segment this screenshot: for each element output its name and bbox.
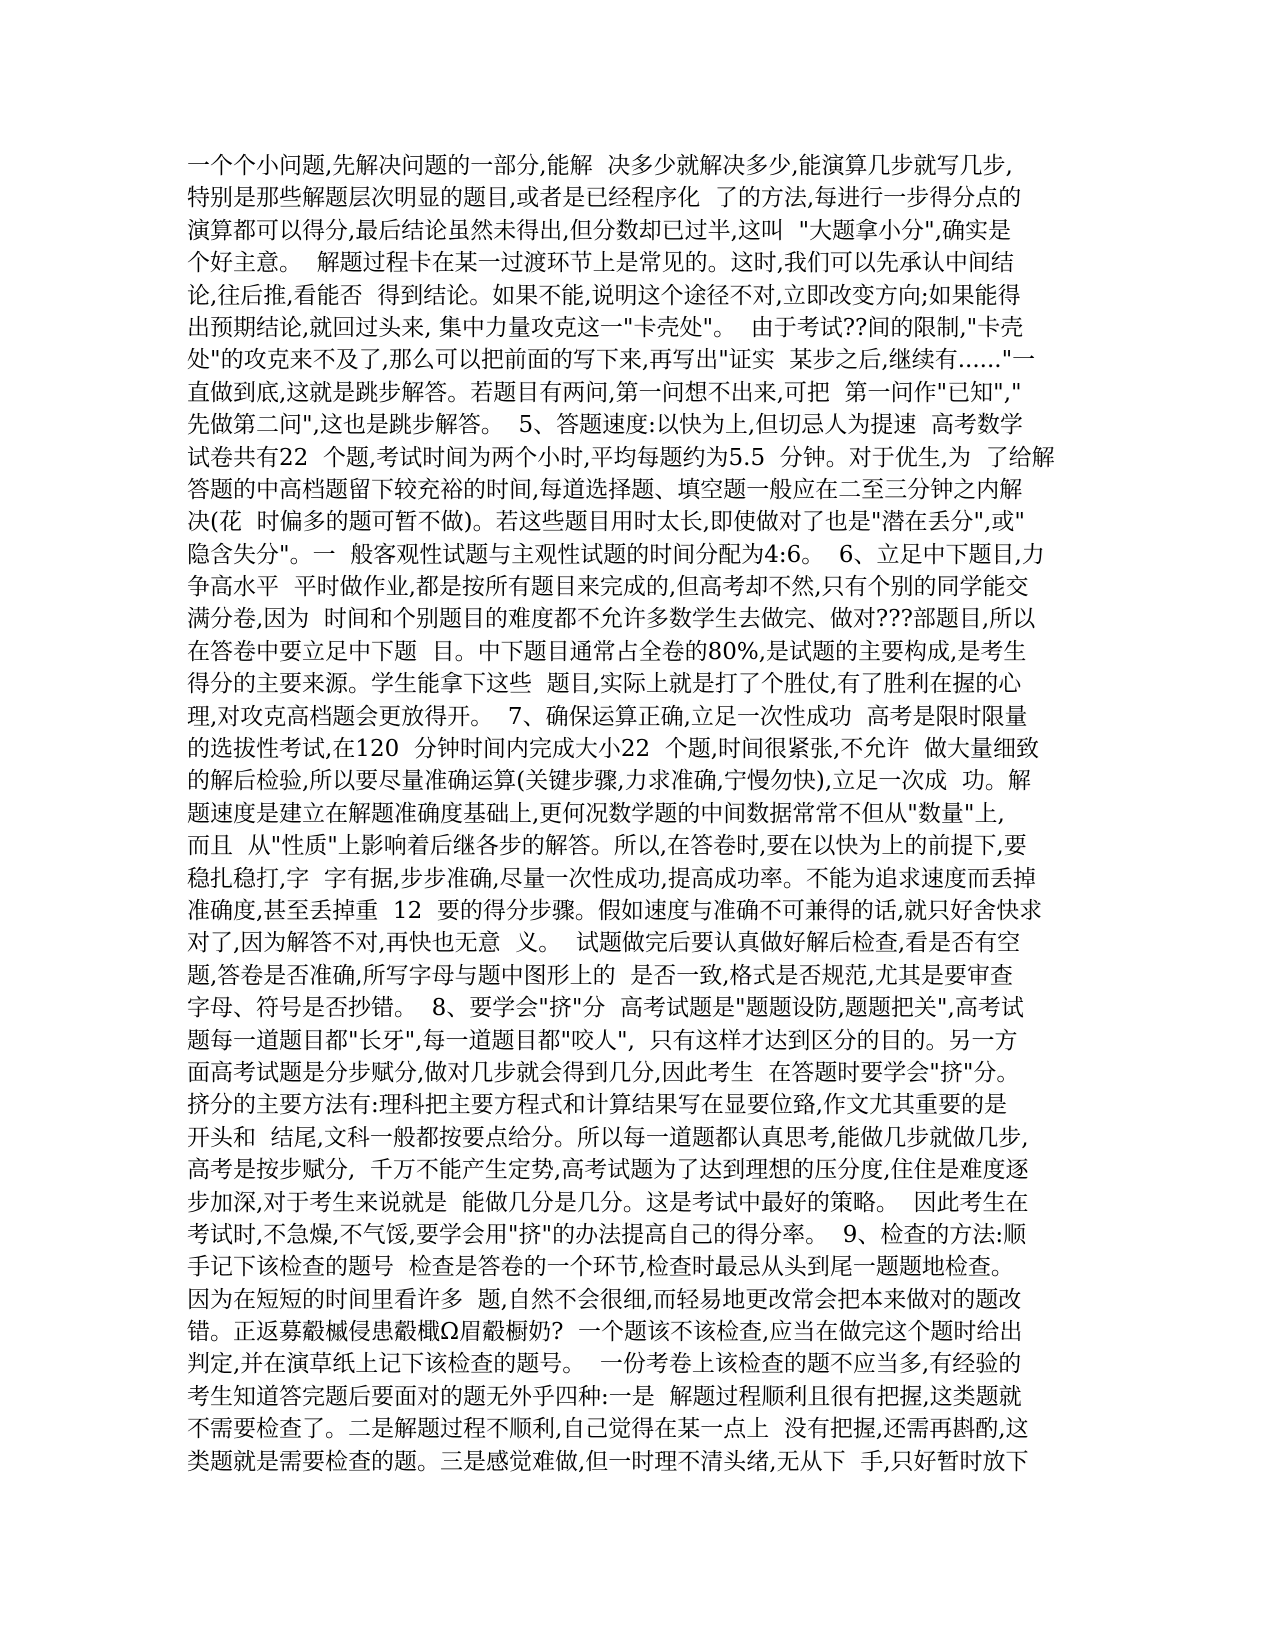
text-line: 对了,因为解答不对,再快也无意 义。 试题做完后要认真做好解后检查,看是否有空 <box>187 930 1021 957</box>
text-line: 的选拔性考试,在120 分钟时间内完成大小22 个题,时间很紧张,不允许 做大量细致 <box>187 736 1039 763</box>
text-line: 题,答卷是否准确,所写字母与题中图形上的 是否一致,格式是否规范,尤其是要审查 <box>187 962 1013 989</box>
text-line: 个好主意。 解题过程卡在某一过渡环节上是常见的。这时,我们可以先承认中间结 <box>187 250 1014 277</box>
text-line: 考生知道答完题后要面对的题无外乎四种:一是 解题过程顺利且很有把握,这类题就 <box>187 1383 1022 1410</box>
text-line: 出预期结论,就回过头来, 集中力量攻克这一"卡壳处"。 由于考试??间的限制,"卡壳 <box>187 314 1024 341</box>
text-line: 挤分的主要方法有:理科把主要方程式和计算结果写在显要位臵,作文尤其重要的是 <box>187 1092 1008 1119</box>
text-line: 准确度,甚至丢掉重 12 要的得分步骤。假如速度与准确不可兼得的话,就只好舍快求 <box>187 897 1043 924</box>
text-line: 满分卷,因为 时间和个别题目的难度都不允许多数学生去做完、做对???部题目,所以 <box>187 606 1036 633</box>
text-line: 论,往后推,看能否 得到结论。如果不能,说明这个途径不对,立即改变方向;如果能得 <box>187 282 1021 309</box>
text-line: 开头和 结尾,文科一般都按要点给分。所以每一道题都认真思考,能做几步就做几步, <box>187 1124 1029 1151</box>
text-line: 类题就是需要检查的题。三是感觉难做,但一时理不清头绪,无从下 手,只好暂时放下 <box>187 1448 1029 1475</box>
text-line: 高考是按步赋分, 千万不能产生定势,高考试题为了达到理想的压分度,住住是难度逐 <box>187 1157 1029 1184</box>
text-line: 字母、符号是否抄错。 8、要学会"挤"分 高考试题是"题题设防,题题把关",高考试 <box>187 995 1024 1022</box>
text-line: 特别是那些解题层次明显的题目,或者是已经程序化 了的方法,每进行一步得分点的 <box>187 185 1022 212</box>
text-line: 演算都可以得分,最后结论虽然未得出,但分数却已过半,这叫 "大题拿小分",确实是 <box>187 217 1012 244</box>
text-line: 在答卷中要立足中下题 目。中下题目通常占全卷的80%,是试题的主要构成,是考生 <box>187 638 1027 665</box>
text-line: 不需要检查了。二是解题过程不顺利,自己觉得在某一点上 没有把握,还需再斟酌,这 <box>187 1416 1029 1443</box>
text-line: 一个个小问题,先解决问题的一部分,能解 决多少就解决多少,能演算几步就写几步, <box>187 153 1013 179</box>
text-line: 考试时,不急燥,不气馁,要学会用"挤"的办法提高自己的得分率。 9、检查的方法:顺 <box>187 1221 1027 1248</box>
body-text <box>187 150 1087 1478</box>
text-line: 判定,并在演草纸上记下该检查的题号。 一份考卷上该检查的题不应当多,有经验的 <box>187 1351 1022 1378</box>
text-line: 处"的攻克来不及了,那么可以把前面的写下来,再写出"证实 某步之后,继续有......"一 <box>187 347 1036 374</box>
text-line: 面高考试题是分步赋分,做对几步就会得到几分,因此考生 在答题时要学会"挤"分。 <box>187 1059 1020 1086</box>
text-line: 决(花 时偏多的题可暂不做)。若这些题目用时太长,即使做对了也是"潜在丢分",或" <box>187 509 1025 536</box>
text-line: 先做第二问",这也是跳步解答。 5、答题速度:以快为上,但切忌人为提速 高考数学 <box>187 412 1023 439</box>
text-line: 步加深,对于考生来说就是 能做几分是几分。这是考试中最好的策略。 因此考生在 <box>187 1189 1029 1216</box>
text-line: 因为在短短的时间里看许多 题,自然不会很细,而轻易地更改常会把本来做对的题改 <box>187 1286 1022 1313</box>
text-line: 题每一道题目都"长牙",每一道题目都"咬人", 只有这样才达到区分的目的。另一方 <box>187 1027 1018 1054</box>
text-line: 题速度是建立在解题准确度基础上,更何况数学题的中间数据常常不但从"数量"上, <box>187 800 1005 827</box>
text-line: 争高水平 平时做作业,都是按所有题目来完成的,但高考却不然,只有个别的同学能交 <box>187 574 1029 601</box>
text-line: 隐含失分"。一 般客观性试题与主观性试题的时间分配为4:6。 6、立足中下题目,力 <box>187 541 1045 568</box>
text-line: 直做到底,这就是跳步解答。若题目有两问,第一问想不出来,可把 第一问作"已知"," <box>187 379 1022 406</box>
text-line: 而且 从"性质"上影响着后继各步的解答。所以,在答卷时,要在以快为上的前提下,要 <box>187 833 1027 860</box>
text-line: 理,对攻克高档题会更放得开。 7、确保运算正确,立足一次性成功 高考是限时限量 <box>187 703 1028 730</box>
text-line: 手记下该检查的题号 检查是答卷的一个环节,检查时最忌从头到尾一题题地检查。 <box>187 1254 1014 1281</box>
text-line: 稳扎稳打,字 字有据,步步准确,尽量一次性成功,提高成功率。不能为追求速度而丢掉 <box>187 865 1036 892</box>
text-line: 的解后检验,所以要尽量准确运算(关键步骤,力求准确,宁慢勿快),立足一次成 功。解 <box>187 768 1031 795</box>
text-line: 试卷共有22 个题,考试时间为两个小时,平均每题约为5.5 分钟。对于优生,为 了给解 <box>187 444 1055 471</box>
text-line: 错。正返募觳槭侵患觳檝Ω眉觳橱奶? 一个题该不该检查,应当在做完这个题时给出 <box>187 1319 1023 1346</box>
text-line: 答题的中高档题留下较充裕的时间,每道选择题、填空题一般应在二至三分钟之内解 <box>187 476 1023 503</box>
text-line: 得分的主要来源。学生能拿下这些 题目,实际上就是打了个胜仗,有了胜利在握的心 <box>187 671 1022 698</box>
